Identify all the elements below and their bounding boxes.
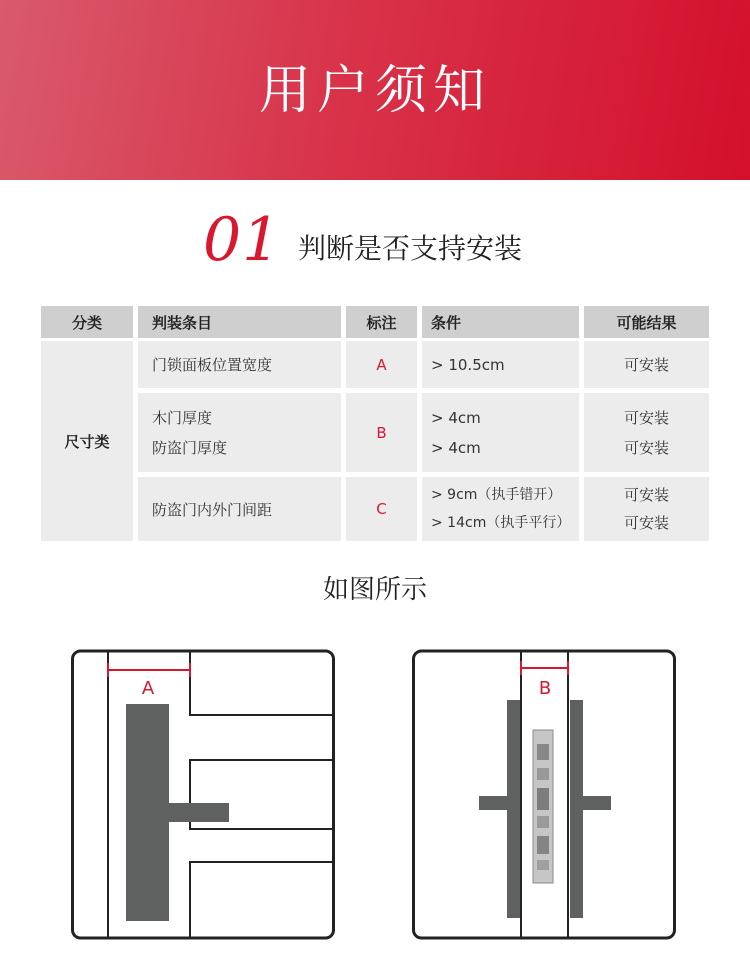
table-row-2-condition <box>422 393 579 472</box>
item-text: 木门厚度 <box>152 408 213 427</box>
table-row-1-condition <box>422 341 579 388</box>
table-row-2-mark: B <box>346 393 417 472</box>
page-title: 用户须知 <box>258 61 491 121</box>
table-row-1-result <box>584 341 709 388</box>
mortise-detail <box>537 860 549 870</box>
condition-text: > 9cm（执手错开） <box>431 487 562 503</box>
lock-body-inner <box>570 700 583 918</box>
table-row-3-item <box>138 477 341 541</box>
mortise-detail <box>537 788 549 810</box>
result-text: 可安装 <box>623 486 669 504</box>
header-condition: 条件 <box>422 306 579 338</box>
section-title: 判断是否支持安装 <box>298 232 523 265</box>
lock-body-outer <box>507 700 520 918</box>
result-text: 可安装 <box>623 356 669 374</box>
lock-handle <box>169 803 229 822</box>
mortise-detail <box>537 744 549 760</box>
diagram-panel-width <box>70 648 336 940</box>
mortise-detail <box>537 768 549 780</box>
lock-handle-right <box>583 796 611 810</box>
header-category: 分类 <box>41 306 133 338</box>
header-item: 判装条目 <box>138 306 341 338</box>
condition-text: > 10.5cm <box>431 355 505 374</box>
result-text: 可安装 <box>623 514 669 532</box>
mortise-detail <box>537 816 549 828</box>
result-text: 可安装 <box>623 438 669 457</box>
result-text: 可安装 <box>623 408 669 427</box>
lock-handle-left <box>479 796 507 810</box>
section-number: 01 <box>203 205 282 275</box>
table-row-3-condition <box>422 477 579 541</box>
table-row-2-item <box>138 393 341 472</box>
item-text: 门锁面板位置宽度 <box>152 356 273 374</box>
condition-text: > 4cm <box>431 408 481 427</box>
table-row-3-mark: C <box>346 477 417 541</box>
header-mark: 标注 <box>346 306 417 338</box>
item-text: 防盗门厚度 <box>152 438 228 457</box>
category-cell: 尺寸类 <box>41 341 133 541</box>
condition-text: > 14cm（执手平行） <box>431 515 571 531</box>
figure-caption: 如图所示 <box>322 575 427 605</box>
label-a: A <box>141 678 155 699</box>
table-row-1-item <box>138 341 341 388</box>
table-row-2-result <box>584 393 709 472</box>
diagram-door-thickness <box>411 648 677 940</box>
item-text: 防盗门内外门间距 <box>152 500 273 519</box>
condition-text: > 4cm <box>431 438 481 457</box>
header-result: 可能结果 <box>584 306 709 338</box>
mortise-detail <box>537 836 549 854</box>
door-frame <box>73 651 334 938</box>
lock-panel <box>126 704 169 921</box>
table-row-3-result <box>584 477 709 541</box>
header-banner <box>0 0 750 180</box>
label-b: B <box>538 678 552 699</box>
table-row-1-mark: A <box>346 341 417 388</box>
